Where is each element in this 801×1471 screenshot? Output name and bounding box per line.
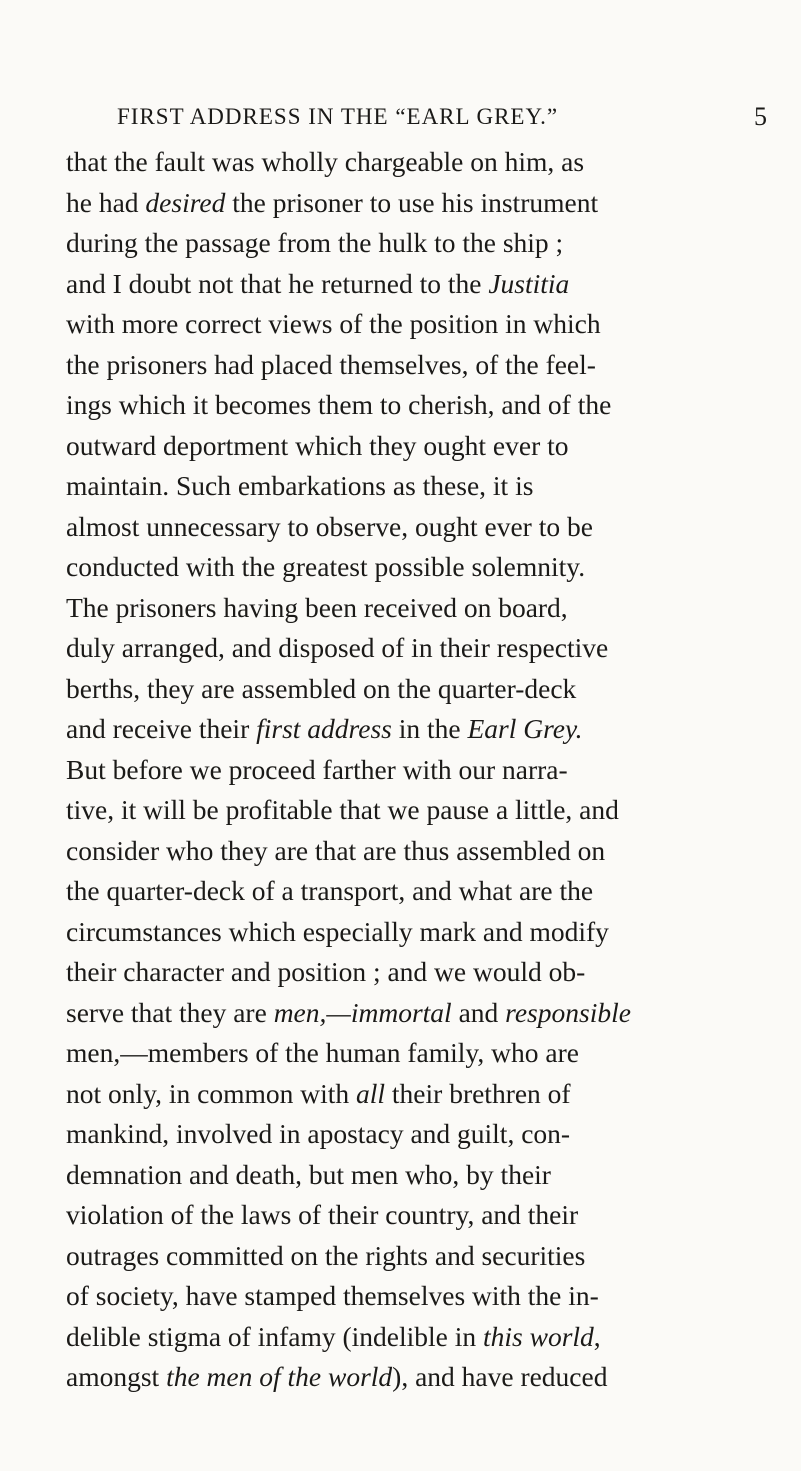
text-line xyxy=(66,628,768,669)
text-run: during the passage from the hulk to the ship ; xyxy=(66,227,564,258)
text-run: amongst xyxy=(66,1361,167,1392)
text-run: ), and have reduced xyxy=(392,1361,608,1392)
text-line xyxy=(66,304,768,345)
text-run: outward deportment which they ought ever to xyxy=(66,429,569,461)
text-run: violation of the laws of their country, and their xyxy=(66,1199,579,1230)
running-head xyxy=(117,97,768,137)
text-line xyxy=(66,507,768,548)
text-run: of society, have stamped themselves with the in- xyxy=(66,1280,599,1311)
text-line xyxy=(66,871,768,912)
text-line xyxy=(66,426,768,467)
text-line xyxy=(66,1155,768,1196)
text-run: duly arranged, and disposed of in their respective xyxy=(66,632,609,663)
text-line xyxy=(66,223,768,264)
text-run: the prisoner to use his instrument xyxy=(225,186,599,218)
text-run: their brethren of xyxy=(385,1077,571,1109)
body-text xyxy=(66,142,768,1398)
italic-text: all xyxy=(356,1077,386,1109)
text-run: he had xyxy=(66,186,146,218)
page-number: 5 xyxy=(754,102,768,131)
text-run: conducted with the greatest possible solemnity. xyxy=(66,551,586,582)
text-line xyxy=(66,1114,768,1155)
text-run: delible stigma of infamy (indelible in xyxy=(66,1320,483,1352)
text-run: berths, they are assembled on the quarter-deck xyxy=(66,672,577,704)
text-line xyxy=(66,547,768,588)
text-run: and xyxy=(451,996,506,1028)
text-line xyxy=(66,345,768,386)
text-line xyxy=(66,1033,768,1074)
text-line xyxy=(66,790,768,831)
text-run: outrages committed on the rights and securities xyxy=(66,1239,586,1271)
text-run: with more correct views of the position in which xyxy=(66,308,601,339)
text-run: tive, it will be profitable that we pause a little, and xyxy=(66,794,619,825)
text-line xyxy=(66,1357,768,1398)
text-line xyxy=(66,588,768,629)
text-run: But before we proceed farther with our narra- xyxy=(66,753,568,785)
text-line xyxy=(66,912,768,953)
text-line xyxy=(66,183,768,224)
text-run: in the xyxy=(391,713,468,744)
italic-text: this world xyxy=(483,1320,594,1352)
text-run: their character and position ; and we would ob- xyxy=(66,956,586,987)
text-line xyxy=(66,993,768,1034)
text-line xyxy=(66,831,768,872)
italic-text: desired xyxy=(145,186,226,218)
text-line xyxy=(66,466,768,507)
text-line xyxy=(66,142,768,183)
italic-text: men,—immortal xyxy=(273,996,452,1028)
text-line xyxy=(66,750,768,791)
italic-text: the men of the world xyxy=(166,1361,393,1392)
running-title: FIRST ADDRESS IN THE “EARL GREY.” xyxy=(117,104,559,129)
italic-text: first address xyxy=(256,713,392,744)
text-line xyxy=(66,952,768,993)
text-line xyxy=(66,669,768,710)
text-run: ings which it becomes them to cherish, and of the xyxy=(66,389,612,420)
text-run: circumstances which especially mark and modify xyxy=(66,915,609,947)
text-run: The prisoners having been received on board, xyxy=(66,591,568,623)
text-run: almost unnecessary to observe, ought ever to be xyxy=(66,510,593,542)
text-line xyxy=(66,1236,768,1277)
text-run: consider who they are that are thus assembled on xyxy=(66,834,606,866)
text-run: the prisoners had placed themselves, of the feel- xyxy=(66,348,596,380)
text-run: , xyxy=(593,1320,601,1352)
text-run: serve that they are xyxy=(66,996,274,1028)
text-run: not only, in common with xyxy=(66,1077,357,1109)
italic-text: responsible xyxy=(505,996,631,1028)
text-run: maintain. Such embarkations as these, it is xyxy=(66,470,534,501)
text-run: the quarter-deck of a transport, and what are the xyxy=(66,875,594,906)
text-line xyxy=(66,709,768,750)
text-run: mankind, involved in apostacy and guilt, con- xyxy=(66,1118,571,1149)
text-line xyxy=(66,1195,768,1236)
italic-text: Earl Grey. xyxy=(467,713,583,744)
italic-text: Justitia xyxy=(488,267,570,299)
text-line xyxy=(66,1074,768,1115)
text-run: that the fault was wholly chargeable on him, as xyxy=(66,146,585,177)
text-line xyxy=(66,1317,768,1358)
text-run: men,—members of the human family, who are xyxy=(66,1037,579,1068)
text-run: and receive their xyxy=(66,713,257,744)
text-line xyxy=(66,385,768,426)
text-line xyxy=(66,1276,768,1317)
text-run: and I doubt not that he returned to the xyxy=(66,267,489,299)
text-run: demnation and death, but men who, by their xyxy=(66,1158,551,1190)
text-line xyxy=(66,264,768,305)
